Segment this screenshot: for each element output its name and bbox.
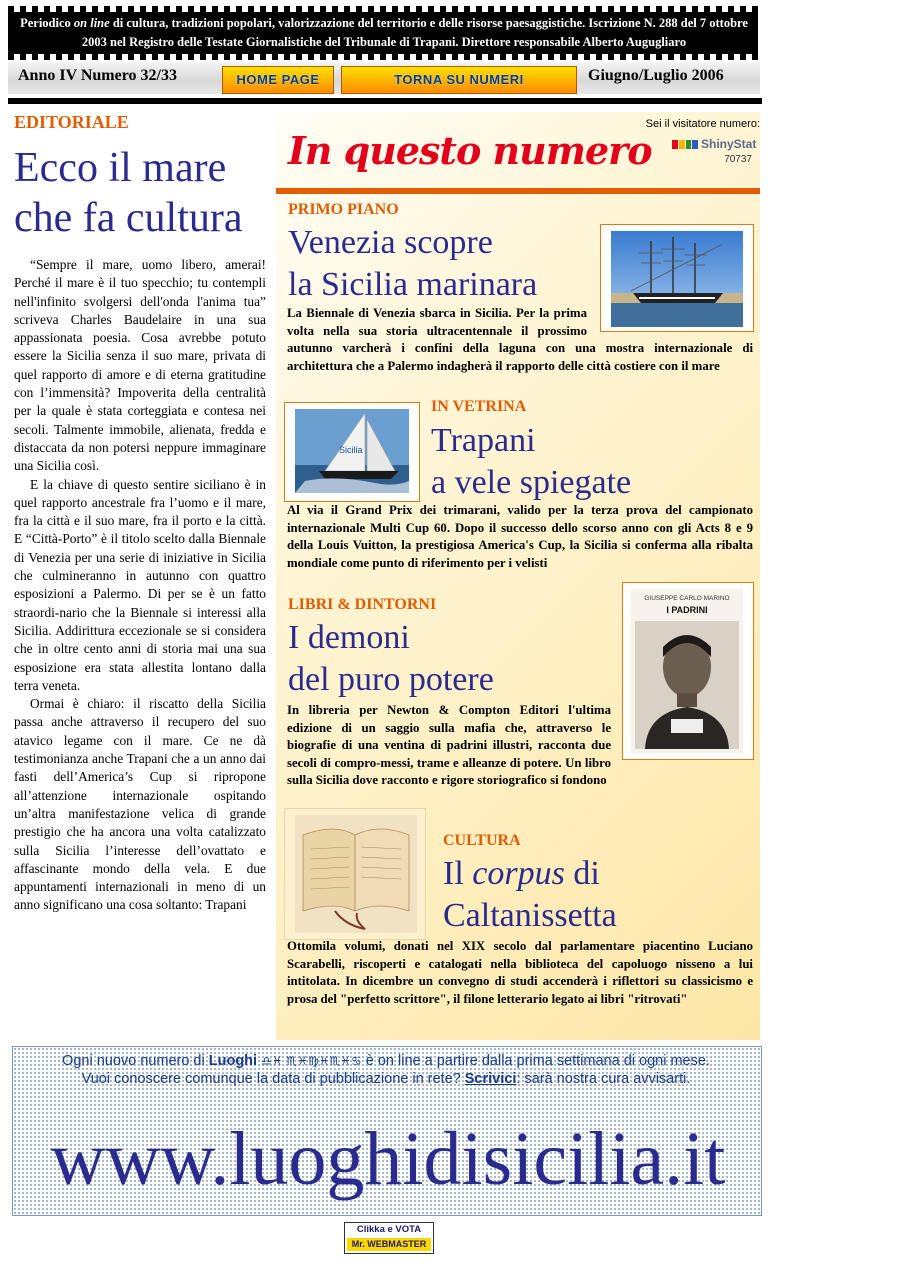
- book-title: I PADRINI: [666, 605, 708, 615]
- section-title-demoni[interactable]: [288, 617, 494, 701]
- manuscript-photo-frame[interactable]: [284, 808, 426, 940]
- section-text-demoni: In libreria per Newton & Compton Editori l'ultima edizione di un saggio sulla mafia che, attraverso le biografie di una ventina di padrini illustri, racconta due secoli di compro-messi, trame e alleanze di potere. Un libro sulla Sicilia dove racconto e rigore storiografico si fondono: [287, 703, 611, 788]
- site-url[interactable]: www.luoghidisicilia.it: [50, 1117, 726, 1201]
- issue-date: Giugno/Luglio 2006: [588, 67, 724, 84]
- footer-line-2: Vuoi conoscere comunque la data di pubblicazione in rete? Scrivici: sarà nostra cura avvisarti.: [81, 1071, 691, 1087]
- footer-line-1: Ogni nuovo numero di Luoghi ♎♓ ♏♓♍♓♏♓♋ è on line a partire dalla prima settimana di ogni mese.: [62, 1053, 710, 1069]
- editorial-label: EDITORIALE: [14, 112, 129, 132]
- vote-badge-bottom: Mr. WEBMASTER: [347, 1238, 431, 1251]
- section-title-venezia[interactable]: [288, 222, 537, 306]
- section-title-line: I demoni: [288, 619, 410, 656]
- footer-notice: [22, 1052, 750, 1088]
- section-title-corpus[interactable]: [443, 853, 617, 937]
- home-page-button[interactable]: HOME PAGE: [222, 66, 334, 94]
- section-title-line: la Sicilia marinara: [288, 266, 538, 303]
- header-divider: [8, 98, 762, 104]
- shinystat-counter[interactable]: [672, 138, 756, 166]
- section-title-line: del puro potere: [288, 661, 494, 698]
- svg-text:Sicilia: Sicilia: [339, 445, 363, 455]
- section-title-trapani[interactable]: [431, 420, 631, 504]
- section-title-line: Trapani: [431, 422, 536, 459]
- masthead-banner: [8, 6, 760, 60]
- counter-bars-icon: [672, 140, 698, 149]
- section-label-in-vetrina: IN VETRINA: [431, 398, 527, 415]
- vote-webmaster-badge[interactable]: [344, 1222, 434, 1254]
- section-label-primo-piano: PRIMO PIANO: [288, 201, 399, 218]
- editorial-title: Ecco il mare che fa cultura: [14, 145, 243, 241]
- section-label-libri: LIBRI & DINTORNI: [288, 596, 437, 613]
- counter-brand: ShinyStat: [701, 137, 757, 151]
- panel-divider: [276, 188, 760, 194]
- sailboat-photo-frame[interactable]: [284, 402, 420, 502]
- counter-value: 70737: [724, 154, 752, 165]
- issue-number: Anno IV Numero 32/33: [18, 67, 177, 84]
- section-title-line: Il corpus di: [443, 855, 600, 892]
- brand-symbol-text: ♎♓ ♏♓♍♓♏♓♋: [261, 1054, 362, 1068]
- scrivici-link[interactable]: Scrivici: [464, 1071, 517, 1087]
- sailboat-photo: [295, 409, 409, 493]
- in-this-issue-heading: In questo numero: [288, 128, 652, 173]
- section-text-venezia: La Biennale di Venezia sbarca in Sicilia. Per la prima volta nella sua storia ultracentennale il prossimo autunno varcherà i confini della laguna con una mostra internazionale di architettura che a Palermo indagherà il rapporto delle città costiere con il mare: [287, 306, 753, 373]
- brand-name: Luoghi: [208, 1053, 258, 1069]
- vote-badge-top: Clikka e VOTA: [356, 1224, 422, 1235]
- manuscript-photo: [295, 815, 417, 933]
- masthead-text: Periodico on line di cultura, tradizioni popolari, valorizzazione del territorio e delle risorse paesaggistiche. Iscrizione N. 288 del 7 ottobre 2003 nel Registro delle Testate Giornalistiche del Tribunale di Trapani. Direttore responsabile Alberto Augugliaro: [14, 12, 754, 54]
- section-title-line: a vele spiegate: [431, 464, 632, 501]
- book-author: GIUSEPPE CARLO MARINO: [644, 595, 730, 602]
- section-text-corpus: Ottomila volumi, donati nel XIX secolo dal parlamentare piacentino Luciano Scarabelli, riscoperti e catalogati nella biblioteca del capoluogo nisseno a lui intitolata. In dicembre un convegno di studi accenderà i riflettori su classicismo e prosa del "perfetto scrittore", il filone letterario legato ai libri "ritrovati": [287, 939, 753, 1006]
- back-to-issues-button[interactable]: TORNA SU NUMERI: [341, 66, 577, 94]
- editorial-paragraph: E la chiave di questo sentire siciliano è in quel rapporto ancestrale fra l’uomo e il mare, fra la città e il suo mare, fra il porto e la città. E “Città-Porto” è il titolo scelto dalla Biennale di Venezia per una serie di iniziative in Sicilia che culmineranno in autunno con quattro esposizioni a Palermo. Di per se è un fatto straordi-nario che la Biennale si interessi alla Sicilia. Addirittura eccezionale se si considera che in oltre cento anni di storia mai una sua esposizione era stata allestita lontano dalla terra veneta.: [14, 476, 266, 693]
- section-label-cultura: CULTURA: [443, 832, 521, 849]
- section-title-line: Venezia scopre: [288, 224, 493, 261]
- editorial-body: [14, 256, 266, 1036]
- editorial-paragraph: “Sempre il mare, uomo libero, amerai! Perché il mare è il tuo specchio; tu contempli nell'infinito svolgersi dell'onda l'anima tua” scriveva Charles Baudelaire in una sua appassionata poesia. Cosa avrebbe potuto essere la Sicilia senza il suo mare, privata di quel rapporto di amore e di eterna gratitudine con l’immensità? Impoverita della centralità per la quale è stata corteggiata e contesa nei secoli. Talmente immobile, alienata, fredda e distaccata da non potersi neppure immaginare una Sicilia così.: [14, 257, 266, 474]
- section-title-line: Caltanissetta: [443, 897, 617, 934]
- visitor-counter-label: Sei il visitatore numero:: [645, 118, 760, 130]
- section-text-trapani: Al via il Grand Prix dei trimarani, valido per la terza prova del campionato internazionale Multi Cup 60. Dopo il successo dello scorso anno con gli Acts 8 e 9 della Louis Vuitton, la prestigiosa America's Cup, la Sicilia si conferma alla ribalta mondiale come punto di riferimento per i velisti: [287, 503, 753, 570]
- editorial-paragraph: Ormai è chiaro: il riscatto della Sicilia passa anche attraverso il recupero del suo atavico legame con il mare. Ce ne dà testimonianza anche Trapani che a un anno dai fasti dell’America’s Cup si ripropone all’attenzione internazionale ospitando un’altra manifestazione velica di grande prestigio che ha ancora una volta catalizzato sulla Sicilia l’interesse dell’ovattato e affascinante mondo della vela. E due appuntamenti internazionali in meno di un anno significano una cosa soltanto: Trapani: [14, 696, 266, 913]
